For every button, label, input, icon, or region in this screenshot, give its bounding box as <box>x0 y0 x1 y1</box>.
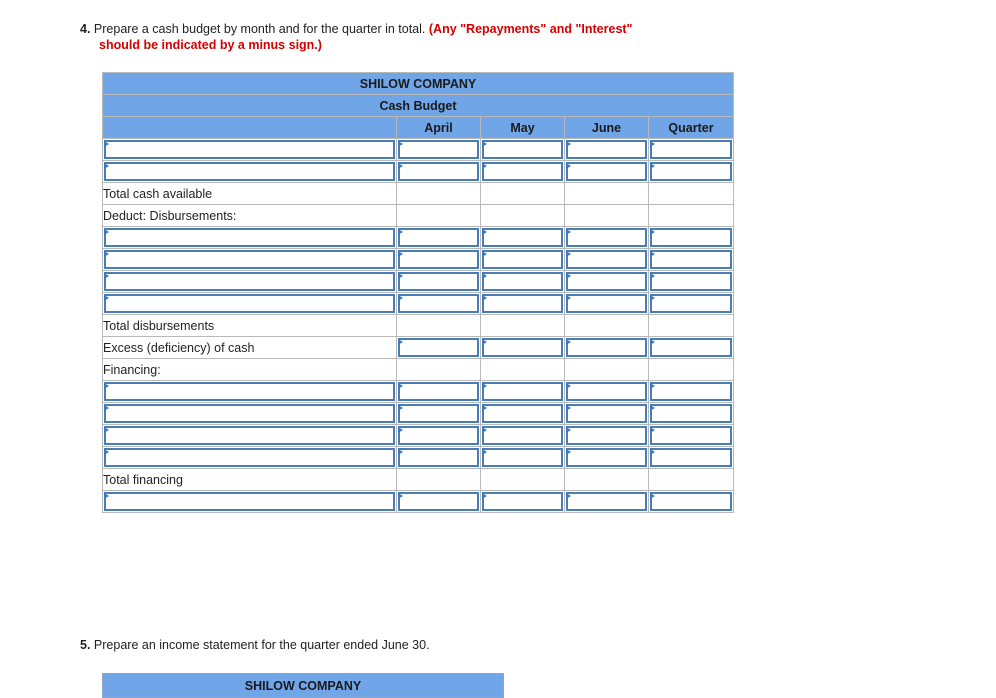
column-header-june: June <box>565 117 649 139</box>
table-row <box>103 359 734 381</box>
dropdown-flag-icon[interactable] <box>650 383 655 389</box>
row-label: Excess (deficiency) of cash <box>103 337 397 359</box>
cash-budget-table <box>102 72 734 513</box>
amount-input[interactable] <box>566 426 647 445</box>
amount-cell-static[interactable] <box>565 315 649 337</box>
amount-cell[interactable] <box>397 447 481 469</box>
amount-cell[interactable] <box>397 337 481 359</box>
amount-cell-static[interactable] <box>565 205 649 227</box>
dropdown-flag-icon[interactable] <box>566 141 571 147</box>
amount-cell[interactable] <box>397 381 481 403</box>
amount-input[interactable] <box>398 294 479 313</box>
amount-cell[interactable] <box>397 271 481 293</box>
dropdown-flag-icon[interactable] <box>104 449 109 455</box>
amount-cell[interactable] <box>649 293 734 315</box>
dropdown-flag-icon[interactable] <box>104 229 109 235</box>
amount-input[interactable] <box>482 382 563 401</box>
label-input-field[interactable] <box>104 404 395 423</box>
table-row <box>103 293 734 315</box>
amount-cell[interactable] <box>481 249 565 271</box>
row-label-input[interactable] <box>103 271 397 293</box>
amount-cell[interactable] <box>649 403 734 425</box>
amount-cell[interactable] <box>481 403 565 425</box>
amount-cell-static[interactable] <box>565 469 649 491</box>
dropdown-flag-icon[interactable] <box>566 383 571 389</box>
label-input-field[interactable] <box>104 162 395 181</box>
dropdown-flag-icon[interactable] <box>398 427 403 433</box>
dropdown-flag-icon[interactable] <box>482 405 487 411</box>
amount-cell-static[interactable] <box>397 469 481 491</box>
dropdown-flag-icon[interactable] <box>650 427 655 433</box>
amount-cell-static[interactable] <box>649 469 734 491</box>
amount-cell[interactable] <box>649 271 734 293</box>
cash-budget-title: Cash Budget <box>103 95 734 117</box>
column-header-april: April <box>397 117 481 139</box>
amount-input[interactable] <box>650 404 732 423</box>
amount-input[interactable] <box>482 228 563 247</box>
amount-input[interactable] <box>566 272 647 291</box>
dropdown-flag-icon[interactable] <box>650 229 655 235</box>
amount-input[interactable] <box>650 426 732 445</box>
amount-cell[interactable] <box>649 139 734 161</box>
amount-cell[interactable] <box>397 403 481 425</box>
dropdown-flag-icon[interactable] <box>482 141 487 147</box>
dropdown-flag-icon[interactable] <box>650 273 655 279</box>
dropdown-flag-icon[interactable] <box>482 383 487 389</box>
row-label-input[interactable] <box>103 425 397 447</box>
row-label: Financing: <box>103 359 397 381</box>
amount-input[interactable] <box>482 294 563 313</box>
amount-input[interactable] <box>398 140 479 159</box>
amount-input[interactable] <box>482 272 563 291</box>
amount-input[interactable] <box>566 228 647 247</box>
dropdown-flag-icon[interactable] <box>650 339 655 345</box>
amount-cell-static[interactable] <box>397 359 481 381</box>
dropdown-flag-icon[interactable] <box>104 493 109 499</box>
label-input-field[interactable] <box>104 140 395 159</box>
amount-cell[interactable] <box>649 227 734 249</box>
amount-cell[interactable] <box>565 139 649 161</box>
amount-input[interactable] <box>650 272 732 291</box>
row-label-input[interactable] <box>103 293 397 315</box>
table-row <box>103 337 734 359</box>
amount-cell[interactable] <box>649 425 734 447</box>
amount-cell-static[interactable] <box>565 183 649 205</box>
label-input-field[interactable] <box>104 294 395 313</box>
amount-cell-static[interactable] <box>481 359 565 381</box>
label-input-field[interactable] <box>104 448 395 467</box>
amount-cell-static[interactable] <box>481 183 565 205</box>
amount-cell-static[interactable] <box>649 315 734 337</box>
amount-input[interactable] <box>482 404 563 423</box>
amount-input[interactable] <box>398 426 479 445</box>
amount-cell[interactable] <box>397 425 481 447</box>
question-5-number: 5. <box>80 638 91 652</box>
amount-input[interactable] <box>398 272 479 291</box>
table-row <box>103 205 734 227</box>
row-label-input[interactable] <box>103 249 397 271</box>
amount-cell[interactable] <box>481 293 565 315</box>
table-row <box>103 139 734 161</box>
question-5 <box>80 637 780 653</box>
dropdown-flag-icon[interactable] <box>650 449 655 455</box>
amount-cell[interactable] <box>481 227 565 249</box>
amount-cell-static[interactable] <box>397 315 481 337</box>
label-input-field[interactable] <box>104 250 395 269</box>
amount-cell[interactable] <box>649 491 734 513</box>
dropdown-flag-icon[interactable] <box>104 141 109 147</box>
amount-cell-static[interactable] <box>397 205 481 227</box>
amount-input[interactable] <box>566 140 647 159</box>
label-input-field[interactable] <box>104 228 395 247</box>
table-row <box>103 315 734 337</box>
table-row <box>103 491 734 513</box>
dropdown-flag-icon[interactable] <box>398 229 403 235</box>
amount-cell-static[interactable] <box>481 315 565 337</box>
dropdown-flag-icon[interactable] <box>398 493 403 499</box>
amount-cell[interactable] <box>565 425 649 447</box>
amount-input[interactable] <box>566 448 647 467</box>
amount-cell[interactable] <box>481 161 565 183</box>
income-statement-table <box>102 673 504 698</box>
amount-input[interactable] <box>482 162 563 181</box>
amount-input[interactable] <box>566 250 647 269</box>
amount-input[interactable] <box>566 492 647 511</box>
amount-cell[interactable] <box>481 447 565 469</box>
dropdown-flag-icon[interactable] <box>104 295 109 301</box>
amount-input[interactable] <box>650 448 732 467</box>
dropdown-flag-icon[interactable] <box>482 251 487 257</box>
dropdown-flag-icon[interactable] <box>482 427 487 433</box>
dropdown-flag-icon[interactable] <box>398 339 403 345</box>
amount-input[interactable] <box>650 250 732 269</box>
row-label-input[interactable] <box>103 403 397 425</box>
dropdown-flag-icon[interactable] <box>482 493 487 499</box>
row-label: Total cash available <box>103 183 397 205</box>
row-label-input[interactable] <box>103 139 397 161</box>
dropdown-flag-icon[interactable] <box>482 229 487 235</box>
amount-input[interactable] <box>566 162 647 181</box>
question-4-text: Prepare a cash budget by month and for the quarter in total. <box>93 22 426 36</box>
dropdown-flag-icon[interactable] <box>104 383 109 389</box>
dropdown-flag-icon[interactable] <box>104 427 109 433</box>
dropdown-flag-icon[interactable] <box>566 273 571 279</box>
label-input-field[interactable] <box>104 426 395 445</box>
cash-budget-company: SHILOW COMPANY <box>103 73 734 95</box>
table-row <box>103 381 734 403</box>
dropdown-flag-icon[interactable] <box>566 163 571 169</box>
dropdown-flag-icon[interactable] <box>104 251 109 257</box>
dropdown-flag-icon[interactable] <box>650 295 655 301</box>
amount-cell-static[interactable] <box>649 205 734 227</box>
dropdown-flag-icon[interactable] <box>482 339 487 345</box>
amount-input[interactable] <box>482 140 563 159</box>
amount-cell[interactable] <box>565 337 649 359</box>
row-label: Total disbursements <box>103 315 397 337</box>
amount-cell[interactable] <box>481 491 565 513</box>
row-label-input[interactable] <box>103 381 397 403</box>
amount-input[interactable] <box>650 492 732 511</box>
column-header-quarter: Quarter <box>649 117 734 139</box>
dropdown-flag-icon[interactable] <box>482 449 487 455</box>
amount-cell-static[interactable] <box>397 183 481 205</box>
amount-cell[interactable] <box>481 381 565 403</box>
amount-input[interactable] <box>650 294 732 313</box>
dropdown-flag-icon[interactable] <box>482 163 487 169</box>
amount-input[interactable] <box>398 492 479 511</box>
amount-cell-static[interactable] <box>565 359 649 381</box>
amount-cell[interactable] <box>565 403 649 425</box>
dropdown-flag-icon[interactable] <box>398 273 403 279</box>
dropdown-flag-icon[interactable] <box>398 383 403 389</box>
amount-cell[interactable] <box>397 491 481 513</box>
table-row <box>103 161 734 183</box>
row-label: Deduct: Disbursements: <box>103 205 397 227</box>
row-label-input[interactable] <box>103 447 397 469</box>
amount-input[interactable] <box>650 338 732 357</box>
amount-cell[interactable] <box>649 337 734 359</box>
column-header-may: May <box>481 117 565 139</box>
amount-input[interactable] <box>566 382 647 401</box>
amount-cell[interactable] <box>565 249 649 271</box>
question-4-note-line2: should be indicated by a minus sign.) <box>99 38 322 52</box>
label-input-field[interactable] <box>104 272 395 291</box>
table-row <box>103 249 734 271</box>
amount-input[interactable] <box>566 404 647 423</box>
amount-input[interactable] <box>566 338 647 357</box>
dropdown-flag-icon[interactable] <box>650 163 655 169</box>
amount-cell[interactable] <box>397 139 481 161</box>
dropdown-flag-icon[interactable] <box>398 295 403 301</box>
amount-cell[interactable] <box>649 161 734 183</box>
amount-input[interactable] <box>398 250 479 269</box>
amount-input[interactable] <box>482 448 563 467</box>
amount-cell[interactable] <box>565 491 649 513</box>
amount-input[interactable] <box>398 448 479 467</box>
table-row <box>103 183 734 205</box>
table-row <box>103 447 734 469</box>
amount-cell[interactable] <box>397 293 481 315</box>
amount-cell[interactable] <box>397 249 481 271</box>
row-label-input[interactable] <box>103 491 397 513</box>
dropdown-flag-icon[interactable] <box>104 273 109 279</box>
amount-input[interactable] <box>482 492 563 511</box>
amount-input[interactable] <box>650 162 732 181</box>
dropdown-flag-icon[interactable] <box>650 405 655 411</box>
table-row <box>103 425 734 447</box>
amount-cell[interactable] <box>649 447 734 469</box>
amount-input[interactable] <box>398 404 479 423</box>
amount-input[interactable] <box>482 250 563 269</box>
amount-cell[interactable] <box>481 139 565 161</box>
amount-cell[interactable] <box>565 447 649 469</box>
amount-input[interactable] <box>398 162 479 181</box>
question-4-number: 4. <box>80 22 91 36</box>
dropdown-flag-icon[interactable] <box>398 141 403 147</box>
amount-cell[interactable] <box>565 293 649 315</box>
label-input-field[interactable] <box>104 382 395 401</box>
amount-input[interactable] <box>482 338 563 357</box>
amount-cell-static[interactable] <box>649 359 734 381</box>
question-4-note-line1: (Any "Repayments" and "Interest" <box>428 22 633 36</box>
amount-cell[interactable] <box>565 271 649 293</box>
dropdown-flag-icon[interactable] <box>566 339 571 345</box>
amount-cell-static[interactable] <box>649 183 734 205</box>
dropdown-flag-icon[interactable] <box>398 405 403 411</box>
amount-input[interactable] <box>398 382 479 401</box>
amount-cell[interactable] <box>649 249 734 271</box>
amount-cell[interactable] <box>481 425 565 447</box>
dropdown-flag-icon[interactable] <box>566 295 571 301</box>
amount-input[interactable] <box>650 382 732 401</box>
amount-input[interactable] <box>482 426 563 445</box>
dropdown-flag-icon[interactable] <box>566 493 571 499</box>
dropdown-flag-icon[interactable] <box>650 141 655 147</box>
amount-cell[interactable] <box>397 227 481 249</box>
dropdown-flag-icon[interactable] <box>398 251 403 257</box>
label-input-field[interactable] <box>104 492 395 511</box>
amount-cell[interactable] <box>481 271 565 293</box>
question-4 <box>80 21 780 53</box>
amount-cell[interactable] <box>481 337 565 359</box>
dropdown-flag-icon[interactable] <box>566 251 571 257</box>
dropdown-flag-icon[interactable] <box>104 163 109 169</box>
row-label-input[interactable] <box>103 227 397 249</box>
amount-input[interactable] <box>398 228 479 247</box>
dropdown-flag-icon[interactable] <box>482 273 487 279</box>
amount-cell-static[interactable] <box>481 205 565 227</box>
table-row <box>103 469 734 491</box>
amount-cell[interactable] <box>397 161 481 183</box>
amount-input[interactable] <box>650 228 732 247</box>
table-row <box>103 271 734 293</box>
amount-input[interactable] <box>650 140 732 159</box>
row-label: Total financing <box>103 469 397 491</box>
question-5-text: Prepare an income statement for the quarter ended June 30. <box>93 638 430 652</box>
dropdown-flag-icon[interactable] <box>104 405 109 411</box>
dropdown-flag-icon[interactable] <box>398 449 403 455</box>
dropdown-flag-icon[interactable] <box>398 163 403 169</box>
table-row <box>103 403 734 425</box>
dropdown-flag-icon[interactable] <box>566 427 571 433</box>
amount-cell[interactable] <box>565 381 649 403</box>
column-header-blank <box>103 117 397 139</box>
dropdown-flag-icon[interactable] <box>566 405 571 411</box>
amount-cell[interactable] <box>565 161 649 183</box>
table-row <box>103 227 734 249</box>
amount-input[interactable] <box>566 294 647 313</box>
income-statement-company: SHILOW COMPANY <box>103 674 504 698</box>
dropdown-flag-icon[interactable] <box>482 295 487 301</box>
dropdown-flag-icon[interactable] <box>650 493 655 499</box>
dropdown-flag-icon[interactable] <box>650 251 655 257</box>
row-label-input[interactable] <box>103 161 397 183</box>
amount-cell[interactable] <box>565 227 649 249</box>
amount-cell-static[interactable] <box>481 469 565 491</box>
dropdown-flag-icon[interactable] <box>566 449 571 455</box>
dropdown-flag-icon[interactable] <box>566 229 571 235</box>
amount-input[interactable] <box>398 338 479 357</box>
amount-cell[interactable] <box>649 381 734 403</box>
